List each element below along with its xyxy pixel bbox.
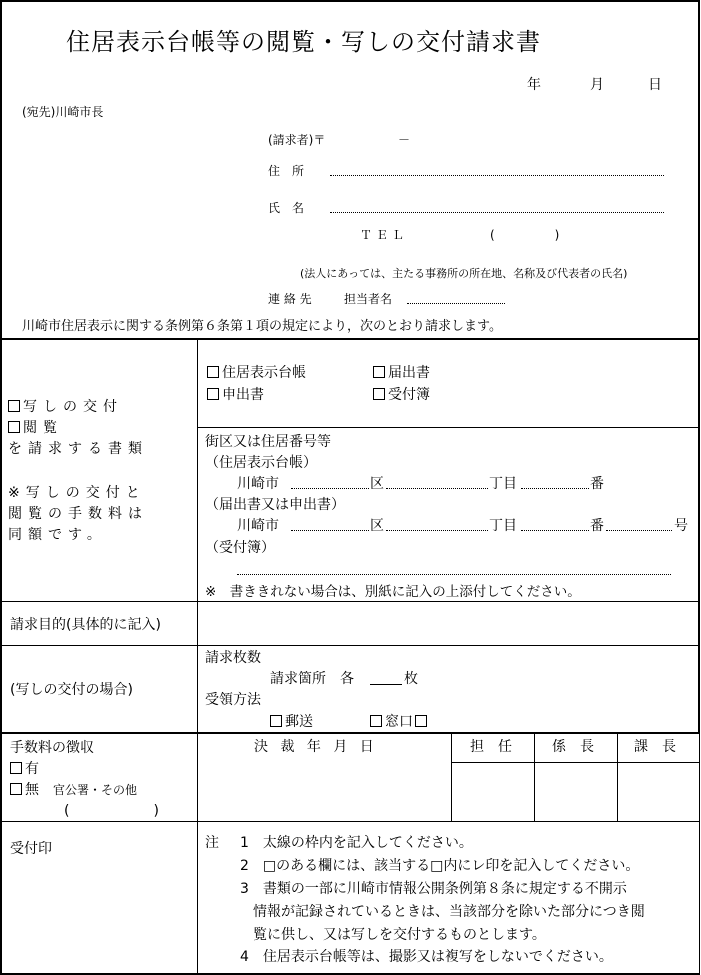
fee-no-detail: 官公署・その他	[53, 783, 138, 797]
option-mail[interactable]: 郵送	[270, 711, 313, 731]
contact-label: 連 絡 先	[268, 292, 312, 306]
option-view[interactable]: 閲覧	[8, 417, 63, 437]
staff-label: 担 任	[470, 739, 512, 755]
fee-note-1: ※写しの交付と	[8, 485, 146, 501]
date-day-label: 日	[648, 77, 662, 93]
date-year-label: 年	[527, 77, 541, 93]
option-copy[interactable]: 写しの交付	[8, 396, 123, 416]
notification-ban-field[interactable]	[521, 530, 589, 531]
checkbox-icon[interactable]	[373, 366, 385, 378]
name-label: 氏 名	[268, 201, 305, 215]
notes-prefix: 注	[205, 835, 219, 851]
copies-unit: 枚	[404, 671, 418, 687]
reception-heading: （受付簿）	[205, 540, 275, 556]
checkbox-icon[interactable]	[8, 400, 20, 412]
note-item: 情報が記録されているときは、当該部分を除いた部分につき閲	[253, 904, 645, 920]
notification-ward-field[interactable]	[291, 530, 369, 531]
ledger-ward-field[interactable]	[291, 488, 369, 489]
contact-person-label: 担当者名	[344, 292, 393, 306]
page-title: 住居表示台帳等の閲覧・写しの交付請求書	[66, 28, 541, 56]
fee-note-2: 閲覧の手数料は	[8, 506, 148, 522]
postal-dash: －	[398, 133, 411, 147]
note-item: 覧に供し、又は写しを交付するものとします。	[253, 927, 546, 943]
decision-date-label: 決 裁 年 月 日	[254, 739, 378, 755]
address-label: 住 所	[268, 164, 305, 178]
purpose-label: 請求目的(具体的に記入)	[10, 617, 161, 633]
checkbox-icon[interactable]	[10, 762, 22, 774]
checkbox-icon[interactable]	[270, 715, 282, 727]
checkbox-icon[interactable]	[373, 388, 385, 400]
note-item: 3 書類の一部に川崎市情報公開条例第８条に規定する不開示	[240, 881, 627, 897]
ledger-ban-field[interactable]	[521, 488, 589, 489]
corporate-note: (法人にあっては、主たる事務所の所在地、名称及び代表者の氏名)	[300, 267, 628, 280]
checkbox-icon[interactable]	[207, 388, 219, 400]
intro-statement: 川崎市住居表示に関する条例第６条第１項の規定により，次のとおり請求します。	[22, 319, 502, 334]
tel-field[interactable]: ( )	[490, 228, 560, 242]
fee-no[interactable]: 無 官公署・その他	[10, 779, 137, 799]
notification-chome: 丁目	[489, 518, 517, 534]
copies-left-label: (写しの交付の場合)	[10, 682, 133, 698]
option-application[interactable]: 申出書	[207, 384, 264, 404]
checkbox-icon[interactable]	[8, 421, 20, 433]
ledger-chome-field[interactable]	[386, 488, 488, 489]
option-notification[interactable]: 届出書	[373, 362, 430, 382]
addressee: (宛先)川崎市長	[22, 105, 104, 119]
notification-ward: 区	[370, 518, 384, 534]
ledger-ban: 番	[590, 476, 604, 492]
overflow-note: ※ 書ききれない場合は、別紙に記入の上添付してください。	[205, 584, 581, 600]
ledger-chome: 丁目	[489, 476, 517, 492]
fee-note-3: 同額です。	[8, 527, 107, 543]
notification-city: 川崎市	[237, 518, 279, 534]
purpose-field[interactable]	[198, 602, 698, 645]
counter-box-icon	[415, 715, 427, 727]
reception-field[interactable]	[237, 574, 671, 575]
request-doc-label: を請求する書類	[8, 441, 148, 457]
receive-method-label: 受領方法	[205, 692, 261, 708]
ledger-city: 川崎市	[237, 476, 279, 492]
tel-label: ＴＥＬ	[360, 228, 409, 242]
note-item: 2 □のある欄には、該当する□内にレ印を記入してください。	[240, 858, 640, 874]
chief-label: 係 長	[552, 739, 594, 755]
per-location-label: 請求箇所 各	[270, 671, 354, 687]
note-item: 1 太線の枠内を記入してください。	[240, 835, 473, 851]
notification-chome-field[interactable]	[386, 530, 488, 531]
district-heading: 街区又は住居番号等	[205, 434, 331, 450]
date-month-label: 月	[590, 77, 604, 93]
option-counter[interactable]: 窓口	[370, 711, 427, 731]
note-item: 4 住居表示台帳等は、撮影又は複写をしないでください。	[240, 949, 613, 965]
fee-other-field[interactable]: ( )	[64, 803, 159, 819]
checkbox-icon[interactable]	[10, 783, 22, 795]
option-ledger[interactable]: 住居表示台帳	[207, 362, 306, 382]
copies-count-field[interactable]	[370, 684, 402, 685]
notification-ban: 番	[590, 518, 604, 534]
ledger-ward: 区	[370, 476, 384, 492]
fee-yes[interactable]: 有	[10, 758, 39, 778]
ledger-heading: （住居表示台帳）	[205, 455, 317, 471]
notification-heading: （届出書又は申出書）	[205, 497, 345, 513]
fee-label: 手数料の徴収	[10, 740, 94, 756]
option-reception-book[interactable]: 受付簿	[373, 384, 430, 404]
checkbox-icon[interactable]	[207, 366, 219, 378]
receipt-stamp-label: 受付印	[10, 841, 52, 857]
notification-go-field[interactable]	[606, 530, 672, 531]
address-field[interactable]	[330, 175, 664, 176]
contact-person-field[interactable]	[407, 303, 505, 304]
checkbox-icon[interactable]	[370, 715, 382, 727]
name-field[interactable]	[330, 212, 664, 213]
requester-label: (請求者)〒	[268, 133, 326, 147]
copies-count-label: 請求枚数	[205, 650, 261, 666]
manager-label: 課 長	[634, 739, 676, 755]
notification-go: 号	[674, 518, 688, 534]
